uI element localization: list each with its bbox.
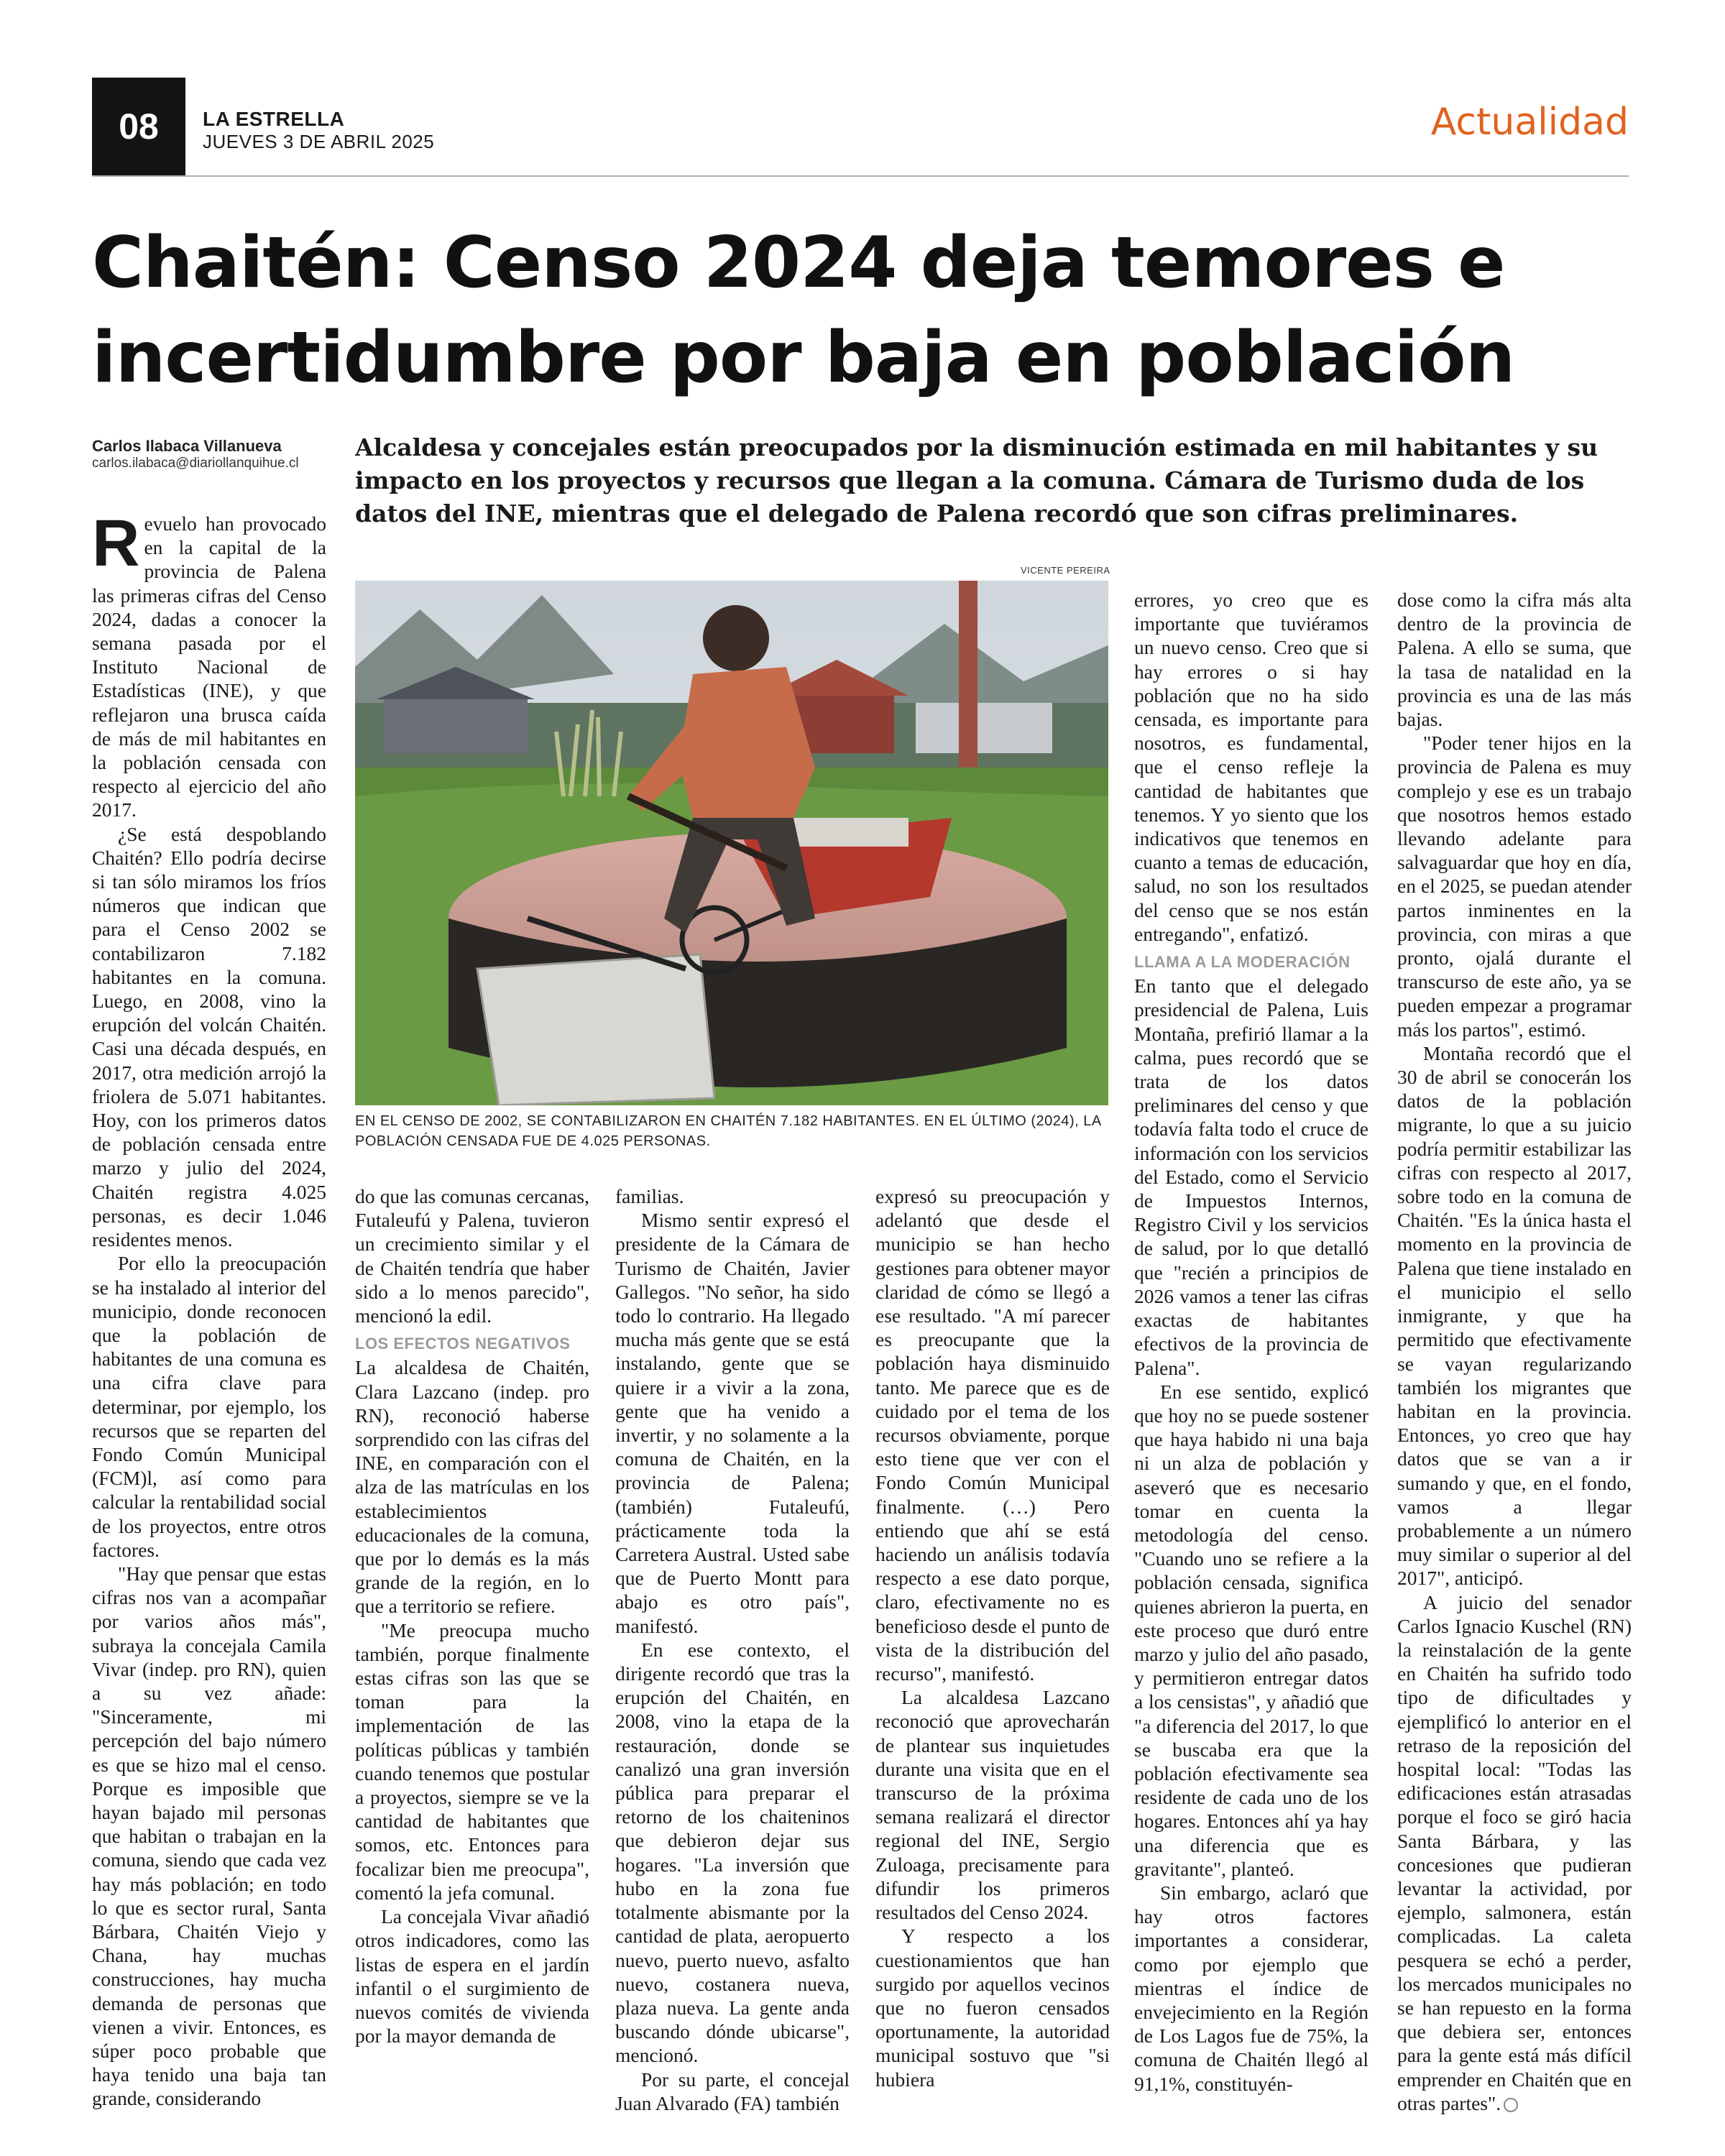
- author-name: Carlos Ilabaca Villanueva: [92, 437, 282, 455]
- article-photo: [355, 581, 1108, 1105]
- paragraph: En ese sentido, explicó que hoy no se puede sostener que haya habido ni una baja ni un alza de población y aseveró que es necesario tomar en cuenta la metodología del censo. "Cuando uno se refiere a la población censada, significa quienes abrieron la puerta, en este proceso que duró entre marzo y julio del año pasado, y permitieron entregar datos a los censistas", y añadió que "a diferencia del 2017, lo que se buscaba era que la población efectivamente sea residente de cada uno de los hogares. Entonces ahí ya hay una diferencia que es gravitante", planteó.: [1134, 1380, 1368, 1880]
- paragraph: expresó su preocupación y adelantó que desde el municipio se han hecho gestiones para obtener mayor claridad de cómo se llegó a ese resultado. "A mí parecer es preocupante que la población haya disminuido tanto. Me parece que es de cuidado por el tema de los recursos obviamente, porque esto tiene que ver con el Fondo Común Municipal finalmente. (…) Pero entiendo que ahí se está haciendo un análisis todavía respecto a ese dato porque, claro, efectivamente no es beneficioso desde el punto de vista de la distribución del recurso", manifestó.: [875, 1185, 1110, 1685]
- header-rule: [92, 175, 1629, 177]
- page-number: 08: [92, 78, 185, 175]
- paragraph: "Hay que pensar que estas cifras nos van a acompañar por varios años más", subraya la concejala Camila Vivar (indep. pro RN), quien a su vez añade: "Sinceramente, mi percepción del bajo número es que se hizo mal el censo. Porque es imposible que hayan bajado mil personas que habitan o trabajan en la comuna, siendo que cada vez hay más población; en todo lo que es sector rural, Santa Bárbara, Chaitén Viejo y Chana, hay muchas construcciones, hay mucha demanda de personas que vienen a vivir. Entonces, es súper poco probable que haya tenido una baja tan grande, considerando: [92, 1562, 326, 2110]
- article-column-5: [1134, 588, 1368, 2096]
- statue-photo-illustration: [355, 581, 1108, 1105]
- paragraph: ¿Se está despoblando Chaitén? Ello podría decirse si tan sólo miramos los fríos números que indican que para el Censo 2002 se contabilizaron 7.182 habitantes en la comuna. Luego, en 2008, vino la erupción del volcán Chaitén. Casi una década después, en 2017, otra medición arrojó la friolera de 5.071 habitantes. Hoy, con los primeros datos de población censada entre marzo y julio del 2024, Chaitén registra 4.025 personas, es decir 1.046 residentes menos.: [92, 822, 326, 1251]
- paragraph: errores, yo creo que es importante que tuviéramos un nuevo censo. Creo que si hay errores o si hay población que no ha sido censada, es importante para nosotros, es fundamental, que el censo refleje la cantidad de habitantes que tenemos. Y yo siento que los indicativos que tenemos en cuanto a temas de educación, salud, no son los resultados del censo que se nos están entregando", enfatizó.: [1134, 589, 1368, 945]
- paragraph: La alcaldesa de Chaitén, Clara Lazcano (indep. pro RN), reconoció haberse sorprendido con las cifras del INE, en comparación con el alza de las matrículas en los establecimientos educacionales de la comuna, que por lo demás es la más grande de la región, en lo que a territorio se refiere.: [355, 1356, 589, 1618]
- photo-caption: EN EL CENSO DE 2002, SE CONTABILIZARON EN CHAITÉN 7.182 HABITANTES. EN EL ÚLTIMO (2024), LA POBLACIÓN CENSADA FUE DE 4.025 PERSONAS.: [355, 1113, 1101, 1149]
- author-email[interactable]: carlos.ilabaca@diariollanquihue.cl: [92, 456, 299, 471]
- section-label: Actualidad: [1430, 101, 1629, 144]
- paragraph: "Me preocupa mucho también, porque finalmente estas cifras son las que se toman para la implementación de las políticas públicas y también cuando tenemos que postular a proyectos, siempre se ve la cantidad de habitantes que somos, etc. Entonces para focalizar bien me preocupa", comentó la jefa comunal.: [355, 1618, 589, 1904]
- newspaper-name: LA ESTRELLA: [203, 108, 345, 130]
- photo-credit: VICENTE PEREIRA: [1021, 565, 1110, 576]
- subhead-llama-a-la-moderacion: LLAMA A LA MODERACIÓN: [1134, 953, 1351, 972]
- paragraph: A juicio del senador Carlos Ignacio Kuschel (RN) la reinstalación de la gente en Chaitén ha sufrido todo tipo de dificultades y ejemplificó lo anterior en el retraso de la reposición del hospital local: "Todas las edificaciones están atrasadas porque el foco se giró hacia Santa Bárbara, y las concesiones que pudieran levantar la actividad, por ejemplo, salmonera, están complicadas. La caleta pesquera se echó a perder, los mercados municipales no se han repuesto en la forma que debiera ser, entonces para la gente está más difícil emprender en Chaitén que en otras partes".: [1397, 1590, 1632, 2114]
- headline-line-2: incertidumbre por baja en población: [92, 317, 1515, 399]
- paragraph: Y respecto a los cuestionamientos que han surgido por aquellos vecinos que no fueron censados oportunamente, la autoridad municipal sostuvo que "si hubiera: [875, 1925, 1110, 2091]
- paragraph: Por ello la preocupación se ha instalado al interior del municipio, donde reconocen que la población de habitantes de una comuna es una cifra clave para determinar, por ejemplo, los recursos que se reparten del Fondo Común Municipal (FCM)l, así como para calcular la rentabilidad social de los proyectos, entre otros factores.: [92, 1252, 326, 1561]
- article-lead: Alcaldesa y concejales están preocupados por la disminución estimada en mil habitantes y su impacto en los proyectos y recursos que llegan a la comuna. Cámara de Turismo duda de los datos del INE, mientras que el delegado de Palena recordó que son cifras preliminares.: [355, 433, 1598, 528]
- end-of-article-icon: [1504, 2098, 1518, 2112]
- subhead-efectos-negativos: LOS EFECTOS NEGATIVOS: [355, 1335, 571, 1353]
- paragraph: En ese contexto, el dirigente recordó que tras la erupción del Chaitén, en 2008, vino la etapa de la restauración, donde se canalizó una gran inversión pública para preparar el retorno de los chaiteninos que debieron dejar sus hogares. "La inversión que hubo en la zona fue totalmente abismante por la cantidad de plata, aeropuerto nuevo, puerto nuevo, asfalto nuevo, costanera nueva, plaza nueva. La gente anda buscando dónde ubicarse", mencionó.: [615, 1638, 850, 2067]
- article-column-3: [615, 1184, 850, 2115]
- paragraph: "Poder tener hijos en la provincia de Palena es muy complejo y ese es un trabajo que nosotros hemos estado llevando adelante para salvaguardar que hoy en día, en el 2025, se puedan atender partos inminentes en la provincia, con miras a que pronto, ojalá durante el transcurso de este año, ya se pueden empezar a programar más los partos", estimó.: [1397, 732, 1632, 1041]
- headline-line-1: Chaitén: Censo 2024 deja temores e: [92, 222, 1505, 304]
- article-column-1: [92, 507, 326, 2111]
- article-column-2: [355, 1184, 589, 2047]
- article-column-6: [1397, 588, 1632, 2115]
- paragraph: dose como la cifra más alta dentro de la provincia de Palena. A ello se suma, que la tasa de natalidad en la provincia es una de las más bajas.: [1397, 589, 1632, 731]
- paragraph: familias.: [615, 1185, 684, 1207]
- paragraph: Montaña recordó que el 30 de abril se conocerán los datos de la población migrante, lo que a su juicio podría permitir estabilizar las cifras con respecto al 2017, sobre todo en la comuna de Chaitén. "Es la única hasta el momento en la provincia de Palena que tiene instalado en el municipio el sello inmigrante, y que ha permitido que efectivamente se vayan regularizando también los migrantes que habitan en la provincia. Entonces, yo creo que hay datos que se van a ir sumando y que, en el fondo, vamos a llegar probablemente a un número muy similar o superior al del 2017", anticipó.: [1397, 1041, 1632, 1590]
- drop-cap: R: [92, 507, 140, 580]
- paragraph: Revuelo han provocado en la capital de la provincia de Palena las primeras cifras del Censo 2024, dadas a conocer la semana pasada por el Instituto Nacional de Estadísticas (INE), y que reflejaron una brusca caída de más de mil habitantes en la población censada con respecto al ejercicio del año 2017.: [92, 507, 326, 821]
- paragraph: Por su parte, el concejal Juan Alvarado (FA) también: [615, 2068, 850, 2114]
- paragraph: do que las comunas cercanas, Futaleufú y Palena, tuvieron un crecimiento similar y el de Chaitén tendría que haber sido a lo menos parecido", mencionó la edil.: [355, 1185, 589, 1327]
- paragraph: Sin embargo, aclaró que hay otros factores importantes a considerar, como por ejemplo que mientras el índice de envejecimiento en la Región de Los Lagos fue de 75%, la comuna de Chaitén llegó al 91,1%, constituyén-: [1134, 1881, 1368, 2095]
- paragraph: Mismo sentir expresó el presidente de la Cámara de Turismo de Chaitén, Javier Gallegos. "No señor, ha sido todo lo contrario. Ha llegado mucha más gente que se está instalando, gente que se quiere ir a vivir a la zona, gente que ha venido a invertir, y no solamente a la comuna de Chaitén, en la provincia de Palena; (también) Futaleufú, prácticamente toda la Carretera Austral. Usted sabe que de Puerto Montt para abajo es otro país", manifestó.: [615, 1209, 850, 1637]
- article-column-4: [875, 1184, 1110, 2091]
- headline: [92, 216, 1637, 405]
- paragraph: La concejala Vivar añadió otros indicadores, como las listas de espera en el jardín infantil o el surgimiento de nuevos comités de vivienda por la mayor demanda de: [355, 1905, 589, 2047]
- paragraph: La alcaldesa Lazcano reconoció que aprovecharán de plantear sus inquietudes durante una visita que en el transcurso de la próxima semana realizará el director regional del INE, Sergio Zuloaga, precisamente para difundir los primeros resultados del Censo 2024.: [875, 1686, 1110, 1924]
- issue-date: JUEVES 3 DE ABRIL 2025: [203, 131, 435, 152]
- paragraph: En tanto que el delegado presidencial de Palena, Luis Montaña, prefirió llamar a la calma, pues recordó que se trata de los datos preliminares del censo y que todavía falta todo el cruce de información con los servicios del Estado, como el Servicio de Impuestos Internos, Registro Civil y los servicios de salud, por lo que detalló que "recién a principios de 2026 vamos a tener las cifras exactas de habitantes efectivos de la provincia de Palena".: [1134, 975, 1368, 1379]
